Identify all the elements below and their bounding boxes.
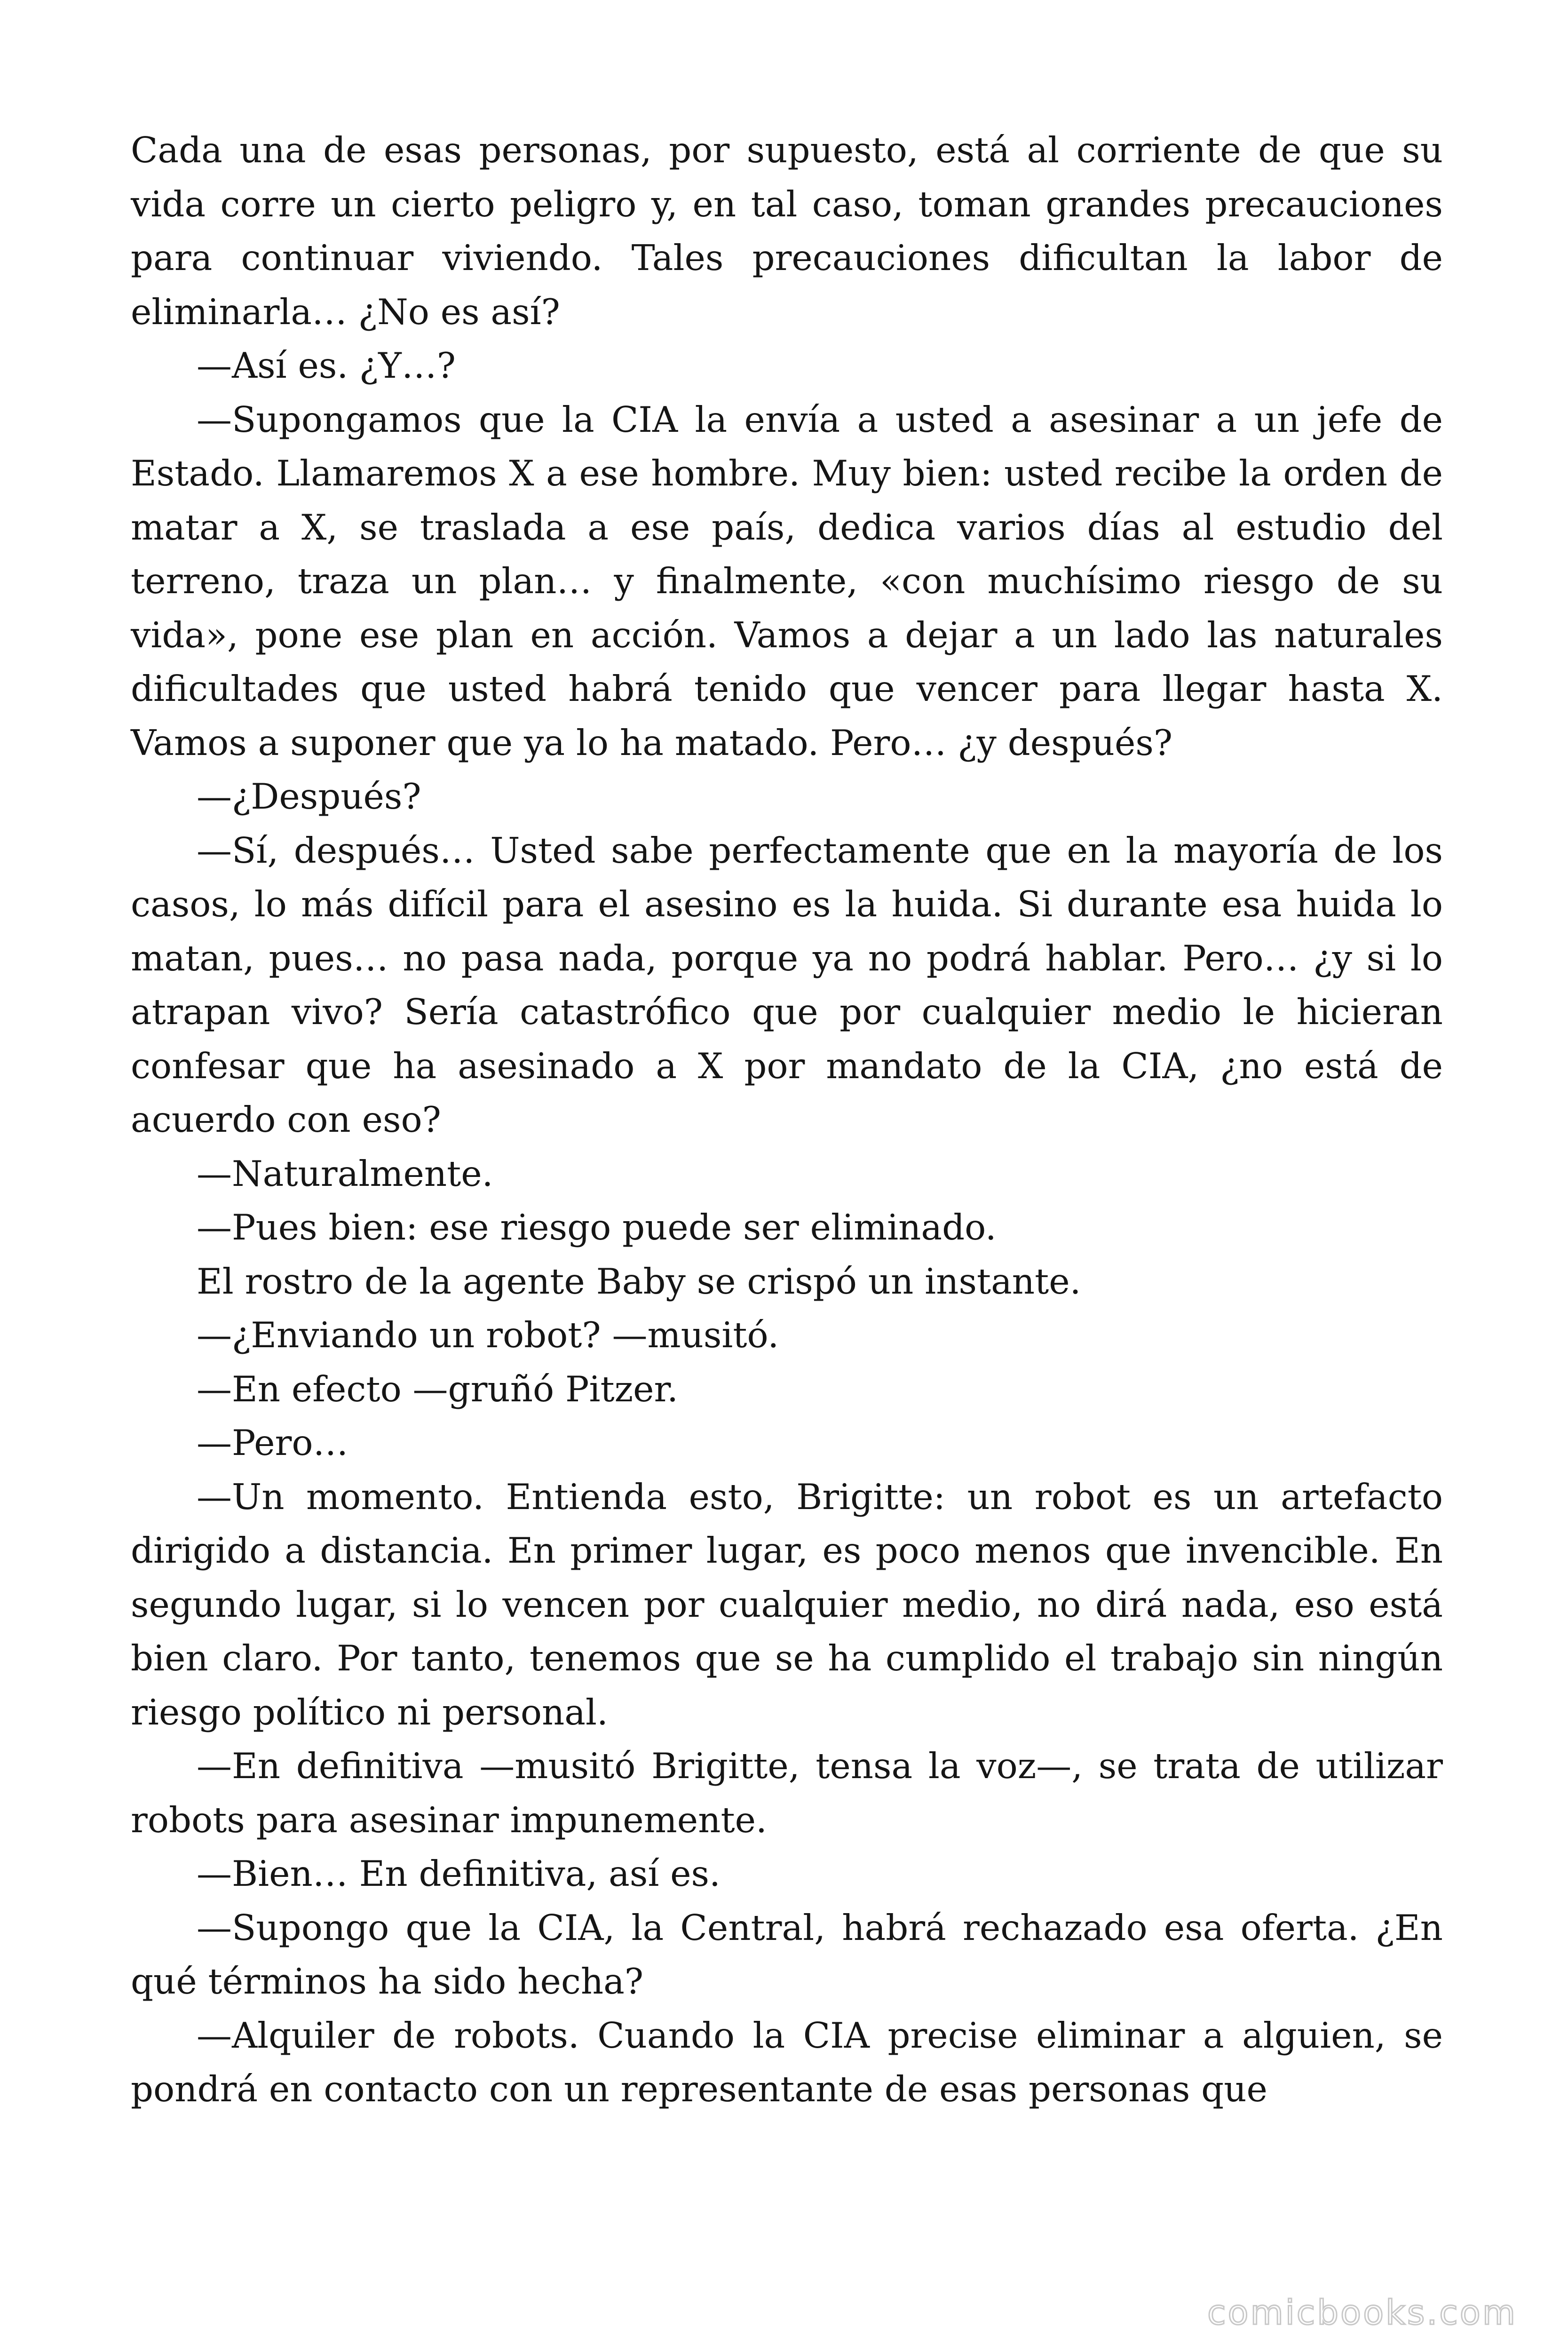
paragraph: —Naturalmente. bbox=[197, 1152, 493, 1194]
paragraph: El rostro de la agente Baby se crispó un instante. bbox=[197, 1260, 1081, 1302]
paragraph: —Supongo que la CIA, la Central, habrá rechazado esa oferta. ¿En qué términos ha sido hecha? bbox=[131, 1907, 1443, 2002]
paragraph: —¿Después? bbox=[197, 776, 421, 817]
paragraph: —En definitiva —musitó Brigitte, tensa la voz—, se trata de utilizar robots para asesinar impunemente. bbox=[131, 1745, 1443, 1841]
paragraph: —Sí, después… Usted sabe perfectamente que en la mayoría de los casos, lo más difícil para el asesino es la huida. Si durante esa huida lo matan, pues… no pasa nada, porque ya no podrá hablar. Pero… ¿y si lo atrapan vivo? Sería catastrófico que por cualquier medio le hicieran confesar que ha asesinado a X por mandato de la CIA, ¿no está de acuerdo con eso? bbox=[131, 829, 1443, 1140]
paragraph: Cada una de esas personas, por supuesto, está al corriente de que su vida corre un cierto peligro y, en tal caso, toman grandes precauciones para continuar viviendo. Tales precauciones dificultan la labor de eliminarla… ¿No es así? bbox=[131, 129, 1443, 333]
paragraph: —Un momento. Entienda esto, Brigitte: un robot es un artefacto dirigido a distancia. En primer lugar, es poco menos que invencible. En segundo lugar, si lo vencen por cualquier medio, no dirá nada, eso está bien claro. Por tanto, tenemos que se ha cumplido el trabajo sin ningún riesgo político ni personal. bbox=[131, 1476, 1443, 1733]
paragraph: —¿Enviando un robot? —musitó. bbox=[197, 1314, 779, 1356]
paragraph: —Pero… bbox=[197, 1422, 348, 1463]
paragraph: —Supongamos que la CIA la envía a usted a asesinar a un jefe de Estado. Llamaremos X a ese hombre. Muy bien: usted recibe la orden de matar a X, se traslada a ese país, dedica varios días al estudio del terreno, traza un plan… y finalmente, «con muchísimo riesgo de su vida», pone ese plan en acción. Vamos a dejar a un lado las naturales dificultades que usted habrá tenido que vencer para llegar hasta X. Vamos a suponer que ya lo ha matado. Pero… ¿y después? bbox=[131, 398, 1443, 763]
paragraph: —Bien… En definitiva, así es. bbox=[197, 1853, 721, 1894]
paragraph: —En efecto —gruñó Pitzer. bbox=[197, 1368, 678, 1410]
watermark: comicbooks.com bbox=[1207, 2293, 1517, 2332]
paragraph: —Así es. ¿Y…? bbox=[197, 345, 456, 386]
paragraph: —Pues bien: ese riesgo puede ser eliminado. bbox=[197, 1207, 997, 1248]
paragraph: —Alquiler de robots. Cuando la CIA precise eliminar a alguien, se pondrá en contacto con un representante de esas personas que bbox=[131, 2014, 1443, 2110]
body-text bbox=[131, 123, 1443, 2116]
